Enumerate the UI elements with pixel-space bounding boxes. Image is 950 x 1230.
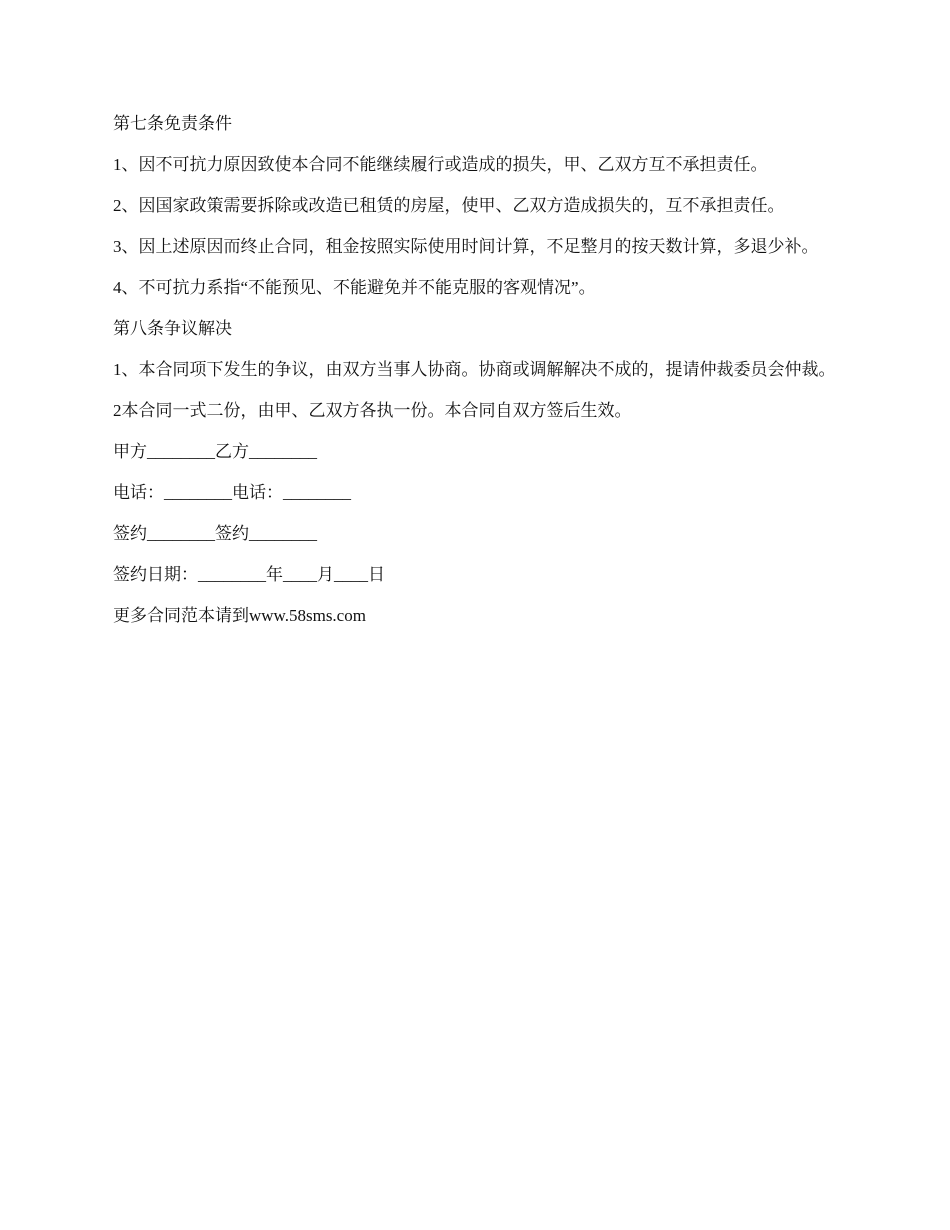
section-heading-dispute: 第八条争议解决: [113, 319, 232, 338]
clause-force-majeure-definition: 4、不可抗力系指“不能预见、不能避免并不能克服的客观情况”。: [113, 278, 596, 297]
signature-phone-line: 电话：________电话：________: [113, 483, 351, 502]
clause-rent-settlement: 3、因上述原因而终止合同，租金按照实际使用时间计算，不足整月的按天数计算，多退少补。: [113, 237, 819, 256]
clause-dispute-resolution: 1、本合同项下发生的争议，由双方当事人协商。协商或调解解决不成的，提请仲裁委员会仲裁。: [113, 360, 836, 379]
signature-sign-line: 签约________签约________: [113, 524, 317, 543]
document-body: [113, 113, 841, 646]
clause-copies-effect: 2本合同一式二份，由甲、乙双方各执一份。本合同自双方签后生效。: [113, 401, 632, 420]
clause-force-majeure: 1、因不可抗力原因致使本合同不能继续履行或造成的损失，甲、乙双方互不承担责任。: [113, 155, 768, 174]
clause-policy-demolition: 2、因国家政策需要拆除或改造已租赁的房屋，使甲、乙双方造成损失的，互不承担责任。: [113, 196, 785, 215]
signature-parties-line: 甲方________乙方________: [113, 442, 317, 461]
section-heading-exemption: 第七条免责条件: [113, 114, 232, 133]
footer-website-note: 更多合同范本请到www.58sms.com: [113, 606, 366, 625]
signature-date-line: 签约日期：________年____月____日: [113, 565, 385, 584]
